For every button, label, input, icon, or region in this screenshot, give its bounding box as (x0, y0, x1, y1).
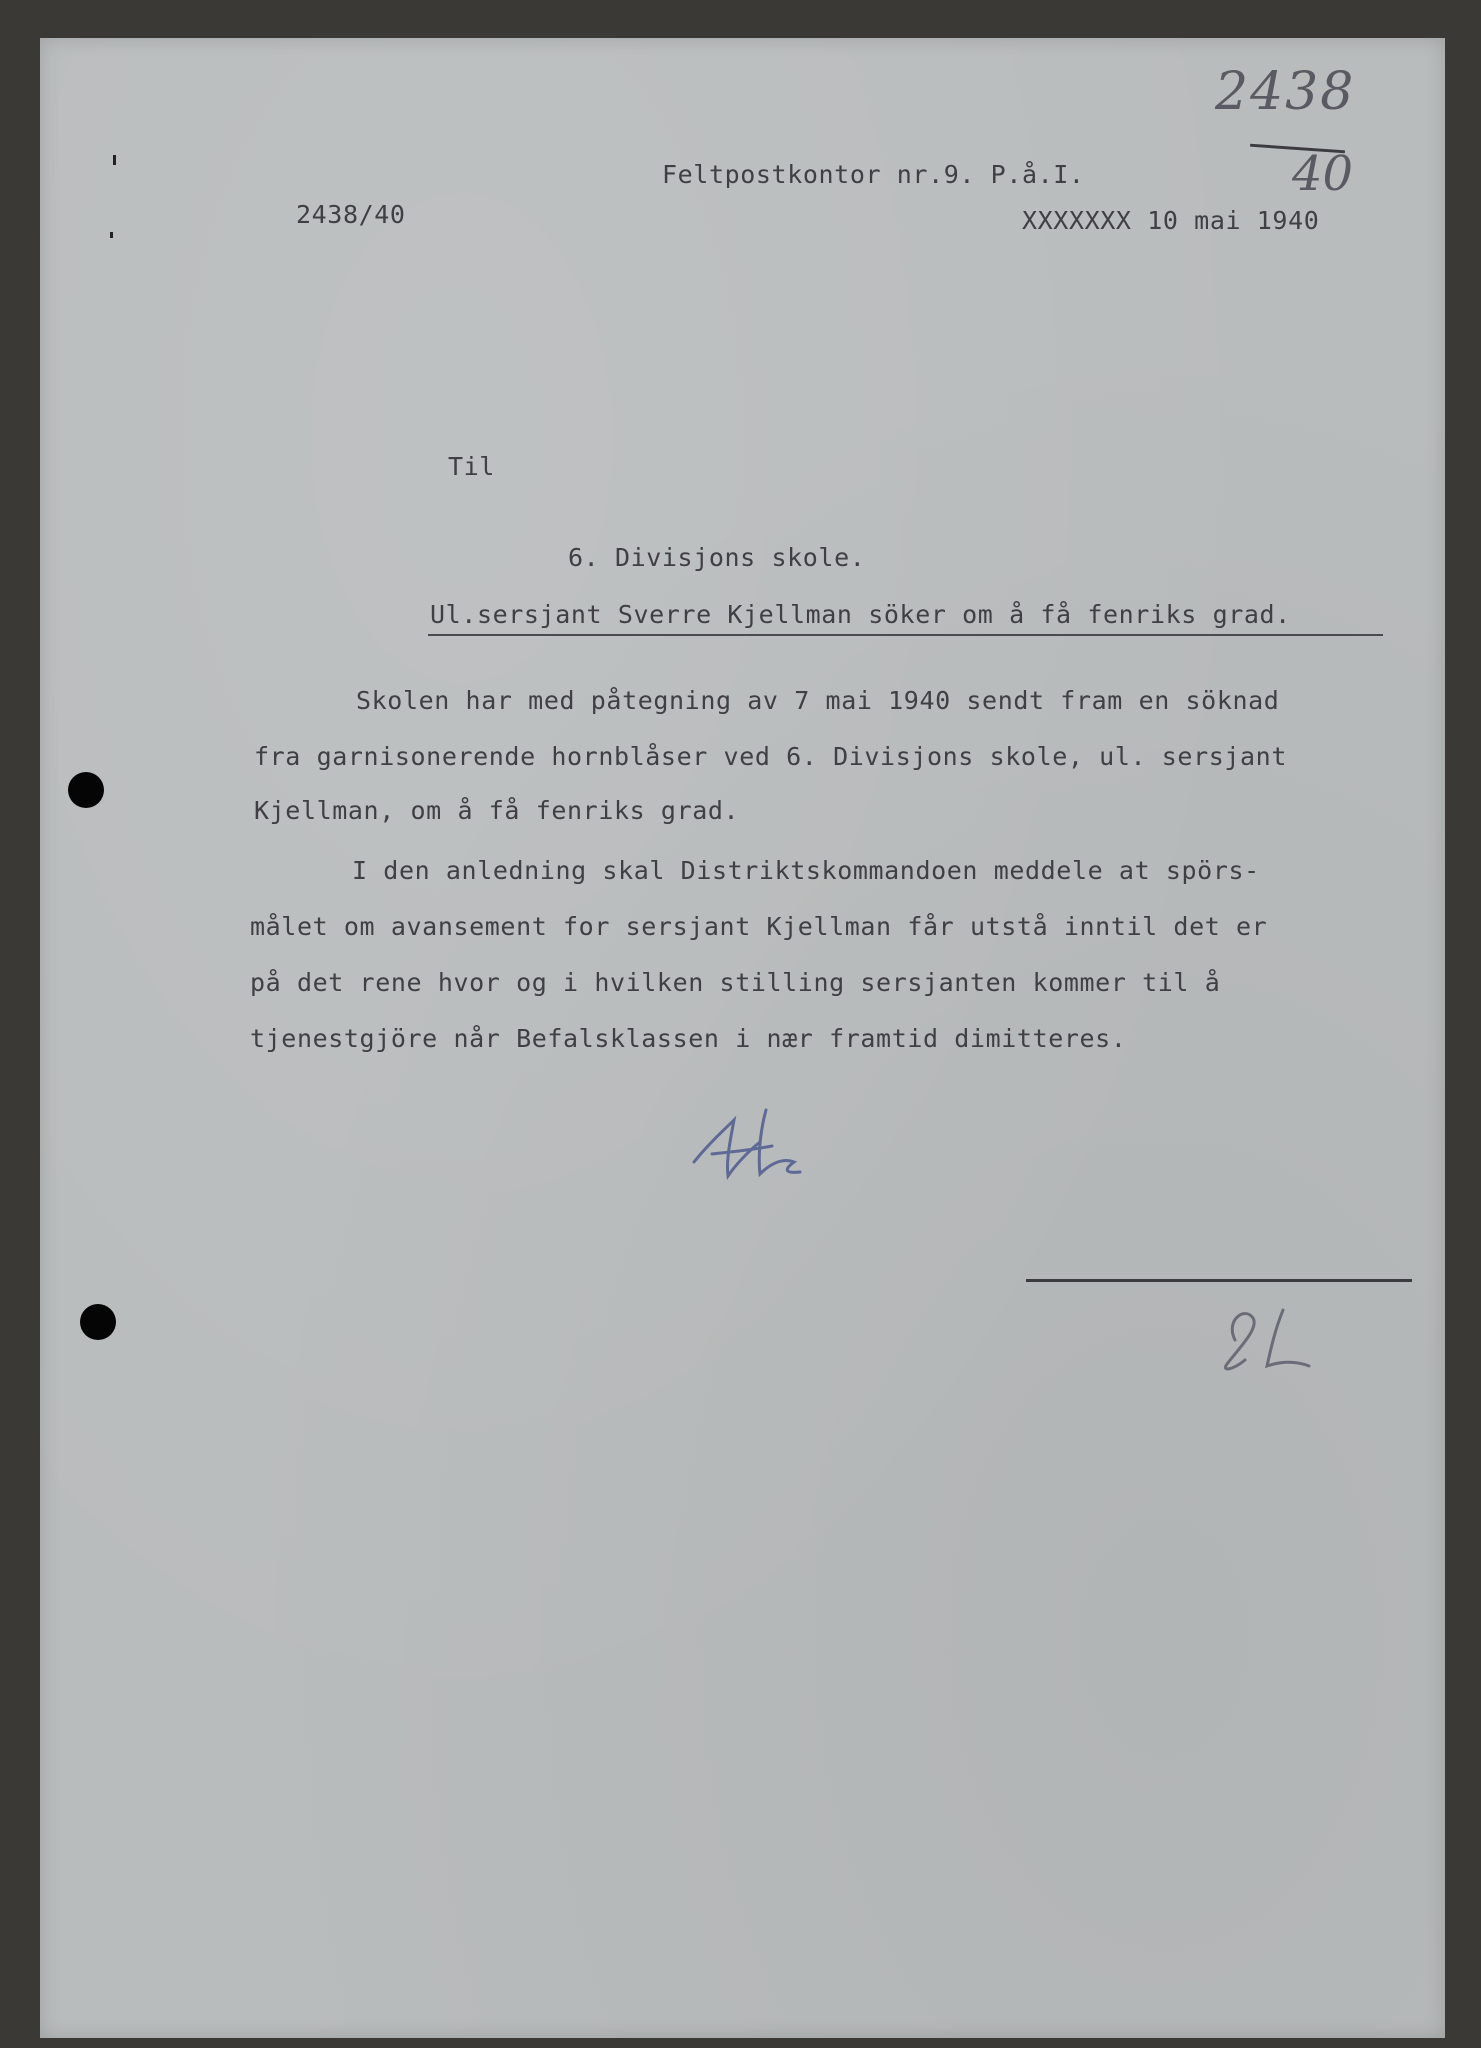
signature-line (1026, 1279, 1412, 1282)
body-line: Skolen har med påtegning av 7 mai 1940 sendt fram en söknad (356, 686, 1280, 715)
edge-mark (110, 232, 113, 238)
date-line: XXXXXXX 10 mai 1940 (1022, 206, 1320, 235)
punch-hole-upper (68, 772, 104, 808)
archive-number-bottom: 40 (1292, 146, 1354, 202)
signature-initials (690, 1102, 850, 1192)
subject-underline (428, 634, 1383, 636)
punch-hole-lower (80, 1304, 116, 1340)
signature-handwritten (1205, 1300, 1335, 1380)
body-line: tjenestgjöre når Befalsklassen i nær framtid dimitteres. (250, 1024, 1127, 1053)
body-line: målet om avansement for sersjant Kjellman får utstå inntil det er (250, 912, 1268, 941)
edge-mark (113, 155, 116, 165)
reference-number: 2438/40 (296, 200, 406, 229)
subject-line: Ul.sersjant Sverre Kjellman söker om å få fenriks grad. (430, 600, 1291, 629)
body-line: Kjellman, om å få fenriks grad. (254, 796, 740, 825)
body-line: fra garnisonerende hornblåser ved 6. Divisjons skole, ul. sersjant (254, 742, 1287, 771)
office-line: Feltpostkontor nr.9. P.å.I. (662, 160, 1085, 189)
recipient-name: 6. Divisjons skole. (568, 543, 866, 572)
archive-number-top: 2438 (1215, 62, 1356, 122)
body-line: I den anledning skal Distriktskommandoen meddele at spörs- (352, 856, 1260, 885)
body-line: på det rene hvor og i hvilken stilling sersjanten kommer til å (250, 968, 1221, 997)
recipient-to: Til (448, 452, 495, 481)
